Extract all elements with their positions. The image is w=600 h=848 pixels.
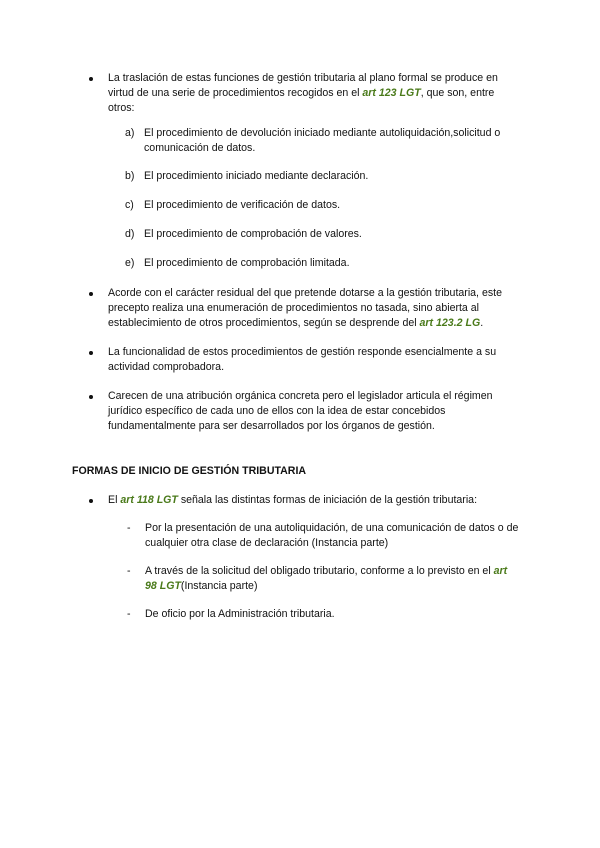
sub-item: d) El procedimiento de comprobación de valores.	[125, 228, 362, 240]
sub-item: b) El procedimiento iniciado mediante declaración.	[125, 170, 369, 182]
bullet-item	[72, 345, 520, 375]
bullet-text: Acorde con el carácter residual del que pretende dotarse a la gestión tributaria, este precepto realiza una enumeración de procedimientos no tasada, sino abierta al establecimiento de otros procedimientos, según se desprende del art 123.2 LG.	[108, 287, 502, 329]
sub-item: c) El procedimiento de verificación de datos.	[125, 199, 341, 211]
law-reference-link: art 98 LGT	[145, 565, 508, 592]
law-reference-link: art 123.2 LG	[419, 317, 481, 329]
bullet-text: La traslación de estas funciones de gestión tributaria al plano formal se produce en virtud de una serie de procedimientos recogidos en el art 123 LGT, que son, entre otros:	[108, 72, 498, 114]
bullet-text: La funcionalidad de estos procedimientos de gestión responde esencialmente a su actividad comprobadora.	[108, 346, 497, 373]
law-reference-link: art 118 LGT	[120, 494, 178, 506]
bullet-item	[72, 493, 520, 508]
dash-item: - Por la presentación de una autoliquidación, de una comunicación de datos o de cualquier otra clase de declaración (Instancia parte)	[127, 522, 519, 549]
bullet-dot-icon	[89, 395, 93, 399]
section-heading: FORMAS DE INICIO DE GESTIÓN TRIBUTARIA	[72, 465, 307, 477]
bullet-item	[72, 389, 520, 434]
bullet-text: Carecen de una atribución orgánica concreta pero el legislador articula el régimen jurídico específico de cada uno de ellos con la idea de estar concebidos fundamentalmente para ser desarrollados por los órganos de gestión.	[108, 390, 493, 432]
bullet-dot-icon	[89, 77, 93, 81]
dash-item: - A través de la solicitud del obligado tributario, conforme a lo previsto en el art 98 LGT(Instancia parte)	[127, 565, 508, 592]
bullet-dot-icon	[89, 292, 93, 296]
dash-item: - De oficio por la Administración tributaria.	[127, 608, 335, 620]
law-reference-link: art 123 LGT	[362, 87, 421, 99]
bullet-text: El art 118 LGT señala las distintas formas de iniciación de la gestión tributaria:	[108, 494, 478, 506]
bullet-item	[72, 286, 520, 331]
bullet-dot-icon	[89, 351, 93, 355]
bullet-dot-icon	[89, 499, 93, 503]
bullet-item	[72, 71, 520, 116]
sub-item: a) El procedimiento de devolución iniciado mediante autoliquidación,solicitud o comunicación de datos.	[125, 127, 501, 154]
sub-item: e) El procedimiento de comprobación limitada.	[125, 257, 350, 269]
